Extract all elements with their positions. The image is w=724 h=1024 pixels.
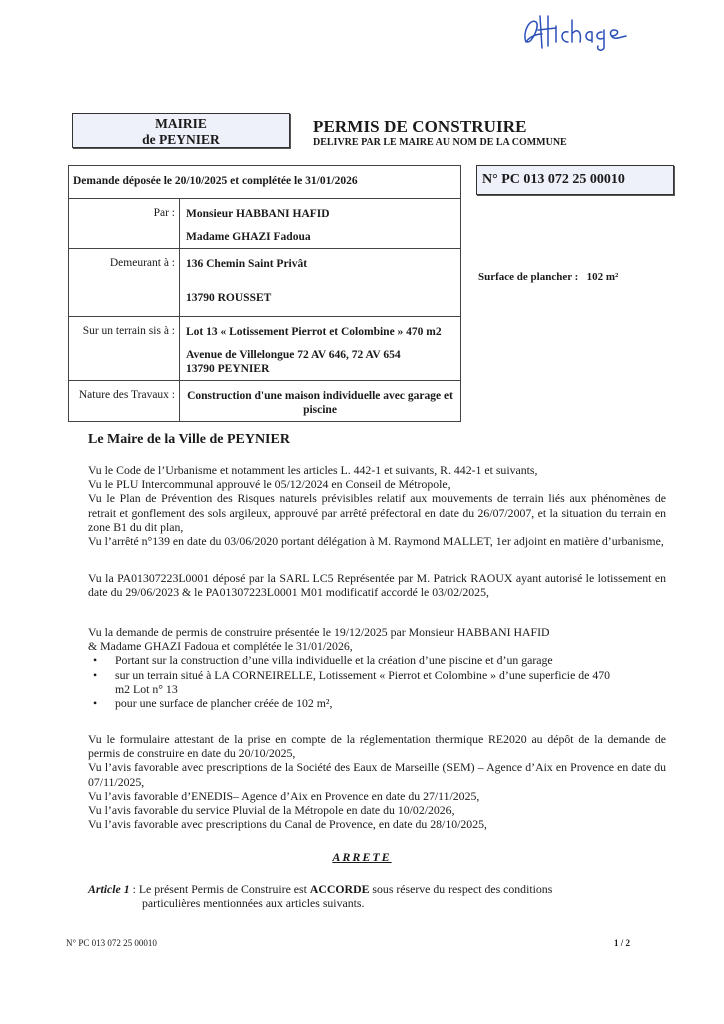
article-label: Article 1: [88, 882, 130, 896]
mayor-heading: Le Maire de la Ville de PEYNIER: [88, 432, 290, 447]
mairie-line1: MAIRIE: [155, 116, 207, 131]
consideration: Vu le formulaire attestant de la prise en compte de la réglementation thermique RE2020 au dépôt de la demande de permis de construire en date du 20/10/2025,: [88, 732, 666, 761]
article-text: Le présent Permis de Construire est: [138, 882, 310, 896]
document-title: PERMIS DE CONSTRUIRE: [313, 117, 527, 136]
residence-street: 136 Chemin Saint Privât: [186, 258, 308, 270]
site-street: Avenue de Villelongue 72 AV 646, 72 AV 654: [186, 349, 401, 361]
request-details: [88, 653, 666, 710]
consideration: Vu le Code de l’Urbanisme et notamment les articles L. 442-1 et suivants, R. 442-1 et suivants,: [88, 463, 538, 477]
value-site: [180, 317, 461, 381]
request-detail: • sur un terrain situé à LA CORNEIRELLE, Lotissement « Pierrot et Colombine » d’une superficie de 470 m2 Lot n° 13: [115, 668, 666, 696]
article-1: [88, 882, 648, 910]
consideration: Vu l’avis favorable d’ENEDIS– Agence d’Aix en Provence en date du 27/11/2025,: [88, 788, 480, 803]
consideration: Vu le PLU Intercommunal approuvé le 05/12/2024 en Conseil de Métropole,: [88, 477, 451, 492]
label-applicant: Par :: [69, 199, 180, 249]
value-residence: [180, 249, 461, 317]
site-lot: Lot 13 « Lotissement Pierrot et Colombine » 470 m2: [186, 326, 442, 338]
consideration-lotissement: [88, 571, 666, 599]
consideration: Vu l’arrêté n°139 en date du 03/06/2020 portant délégation à M. Raymond MALLET, 1er adjoint en matière d’urbanisme,: [88, 534, 664, 549]
label-residence: Demeurant à :: [69, 249, 180, 317]
label-site: Sur un terrain sis à :: [69, 317, 180, 381]
request-line: & Madame GHAZI Fadoua et complétée le 31/01/2026,: [88, 639, 353, 654]
consideration: Vu l’avis favorable avec prescriptions du Canal de Provence, en date du 28/10/2025,: [88, 817, 487, 832]
applicant-2: Madame GHAZI Fadoua: [186, 231, 311, 243]
request-detail: • pour une surface de plancher créée de 102 m²,: [115, 696, 666, 710]
application-dates: Demande déposée le 20/10/2025 et complétée le 31/01/2026: [69, 166, 461, 199]
page-number: 1 / 2: [614, 938, 631, 948]
work-type: Construction d'une maison individuelle avec garage et piscine: [187, 390, 453, 416]
decision-accorde: ACCORDE: [309, 882, 370, 896]
consideration: Vu le Plan de Prévention des Risques naturels prévisibles relatif aux mouvements de terrain liés aux phénomènes de retrait et gonflement des sols argileux, approuvé par arrêté préfectoral en date du 26/07/2007, et la situation du terrain en zone B1 du dit plan,: [88, 491, 666, 534]
footer-reference: N° PC 013 072 25 00010: [66, 938, 157, 948]
considerations-block-1: [88, 463, 666, 548]
consideration: Vu l’avis favorable du service Pluvial de la Métropole en date du 10/02/2026,: [88, 803, 455, 818]
consideration: Vu l’avis favorable avec prescriptions de la Société des Eaux de Marseille (SEM) – Agence d’Aix en Provence en date du 07/11/2025,: [88, 760, 666, 789]
floor-area-label: Surface de plancher :: [478, 271, 579, 283]
request-line: Vu la demande de permis de construire présentée le 19/12/2025 par Monsieur HABBANI HAFID: [88, 625, 550, 639]
application-request: [88, 625, 666, 710]
label-work-type: Nature des Travaux :: [69, 381, 180, 422]
consideration: Vu la PA01307223L0001 déposé par la SARL LC5 Représentée par M. Patrick RAOUX ayant autorisé le lotissement en date du 29/06/2023 & le PA01307223L0001 M01 modificatif accordé le 03/02/2025,: [88, 571, 666, 600]
arrete-heading: ARRETE: [332, 850, 392, 864]
article-text: sous réserve du respect des conditions: [369, 882, 553, 896]
document-subtitle: DELIVRE PAR LE MAIRE AU NOM DE LA COMMUNE: [313, 137, 567, 148]
applicant-1: Monsieur HABBANI HAFID: [186, 208, 330, 220]
mairie-line2: de PEYNIER: [142, 132, 220, 147]
permit-number-box: N° PC 013 072 25 00010: [476, 165, 674, 195]
request-detail: • Portant sur la construction d’une villa individuelle et la création d’une piscine et d’un garage: [115, 653, 666, 667]
floor-area-value: 102 m²: [586, 271, 619, 283]
value-work-type: [180, 381, 461, 422]
floor-area: [478, 271, 618, 283]
article-separator: :: [129, 882, 139, 896]
article-text-continued: particulières mentionnées aux articles suivants.: [142, 896, 365, 910]
value-applicant: [180, 199, 461, 249]
application-info-table: [68, 165, 461, 422]
handwritten-annotation: [520, 12, 630, 52]
considerations-block-2: [88, 732, 666, 831]
site-city: 13790 PEYNIER: [186, 363, 270, 375]
residence-city: 13790 ROUSSET: [186, 292, 272, 304]
mairie-box: [72, 113, 290, 148]
